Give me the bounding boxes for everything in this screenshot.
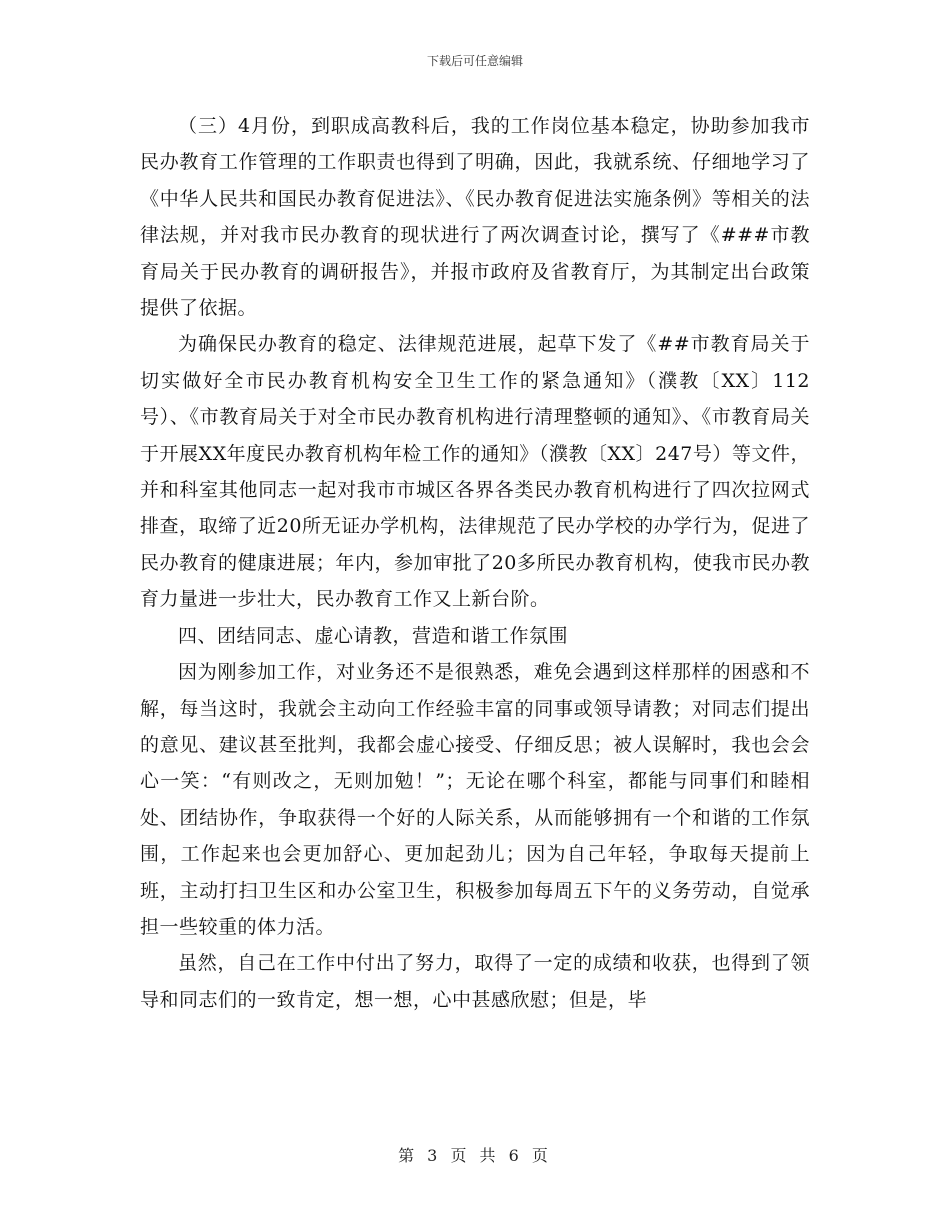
paragraph-section-three: （三）4月份，到职成高教科后，我的工作岗位基本稳定，协助参加我市民办教育工作管理的工作职责也得到了明确，因此，我就系统、仔细地学习了《中华人民共和国民办教育促进法》、《民办教育促进法实施条例》等相关的法律法规，并对我市民办教育的现状进行了两次调查讨论，撰写了《###市教育局关于民办教育的调研报告》，并报市政府及省教育厅，为其制定出台政策提供了依据。 — [140, 115, 810, 320]
page-number-footer: 第 3 页 共 6 页 — [398, 1146, 552, 1165]
document-body — [140, 108, 810, 1018]
paragraph-regulation: 为确保民办教育的稳定、法律规范进展，起草下发了《##市教育局关于切实做好全市民办教育机构安全卫生工作的紧急通知》（濮教〔XX〕112号）、《市教育局关于对全市民办教育机构进行清理整顿的通知》、《市教育局关于开展XX年度民办教育机构年检工作的通知》（濮教〔XX〕247号）等文件，并和科室其他同志一起对我市市城区各界各类民办教育机构进行了四次拉网式排查，取缔了近20所无证办学机构，法律规范了民办学校的办学行为，促进了民办教育的健康进展；年内，参加审批了20多所民办教育机构，使我市民办教育力量进一步壮大，民办教育工作又上新台阶。 — [140, 333, 810, 611]
page-header: 下载后可任意编辑 — [426, 54, 523, 68]
paragraph-summary: 虽然，自己在工作中付出了努力，取得了一定的成绩和收获，也得到了领导和同志们的一致肯定，想一想，心中甚感欣慰；但是，毕 — [140, 952, 810, 1011]
section-heading-four: 四、团结同志、虚心请教，营造和谐工作氛围 — [178, 624, 569, 647]
paragraph-teamwork: 因为刚参加工作，对业务还不是很熟悉，难免会遇到这样那样的困惑和不解，每当这时，我就会主动向工作经验丰富的同事或领导请教；对同志们提出的意见、建议甚至批判，我都会虚心接受、仔细反思；被人误解时，我也会会心一笑：“有则改之，无则加勉！”；无论在哪个科室，都能与同事们和睦相处、团结协作，争取获得一个好的人际关系，从而能够拥有一个和谐的工作氛围，工作起来也会更加舒心、更加起劲儿；因为自己年轻，争取每天提前上班，主动打扫卫生区和办公室卫生，积极参加每周五下午的义务劳动，自觉承担一些较重的体力活。 — [140, 661, 810, 938]
